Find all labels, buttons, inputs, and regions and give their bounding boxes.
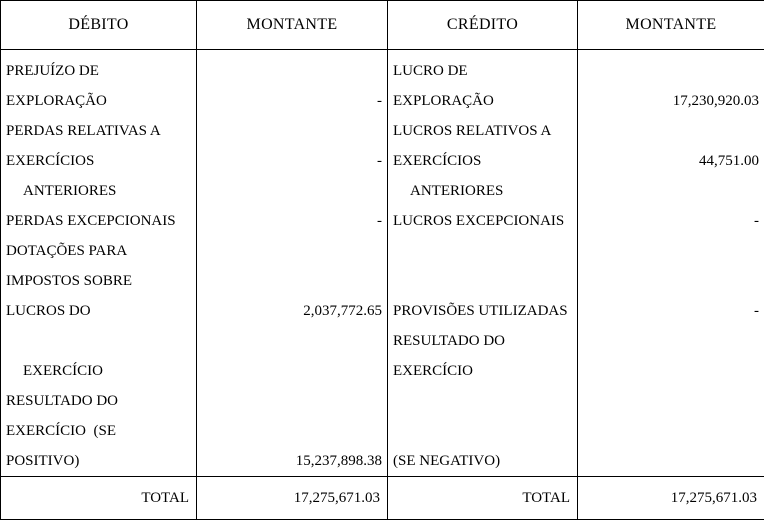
montante-value: - [197, 206, 387, 236]
debito-line: IMPOSTOS SOBRE [1, 266, 196, 296]
montante-value: - [578, 206, 764, 236]
debito-line: EXERCÍCIO (SE [1, 416, 196, 446]
debito-line: PREJUÍZO DE [1, 56, 196, 86]
credito-column [388, 50, 578, 477]
debito-line: RESULTADO DO [1, 386, 196, 416]
credito-line [388, 266, 577, 296]
credito-line: PROVISÕES UTILIZADAS [388, 296, 577, 326]
total-label-credito: TOTAL [388, 477, 578, 520]
total-label-debito: TOTAL [1, 477, 197, 520]
montante-value [578, 176, 764, 206]
total-value-debito: 17,275,671.03 [197, 477, 388, 520]
debito-line: LUCROS DO [1, 296, 196, 326]
montante-value [578, 266, 764, 296]
credito-line: EXERCÍCIO [388, 356, 577, 386]
credito-line: EXPLORAÇÃO [388, 86, 577, 116]
montante-value: - [578, 296, 764, 326]
credito-line: EXERCÍCIOS [388, 146, 577, 176]
column-header-debito: DÉBITO [1, 1, 197, 50]
credito-line: (SE NEGATIVO) [388, 446, 577, 476]
debito-line: POSITIVO) [1, 446, 196, 476]
credito-line: LUCROS RELATIVOS A [388, 116, 577, 146]
debito-line: PERDAS EXCEPCIONAIS [1, 206, 196, 236]
table-footer [1, 477, 764, 520]
montante-value: - [197, 86, 387, 116]
debito-line: PERDAS RELATIVAS A [1, 116, 196, 146]
montante-value [197, 116, 387, 146]
column-header-montante-credito: MONTANTE [578, 1, 764, 50]
montante-value [578, 236, 764, 266]
credito-line: RESULTADO DO [388, 326, 577, 356]
montante-value [578, 386, 764, 416]
credito-line [388, 236, 577, 266]
montante-value [197, 386, 387, 416]
column-header-credito: CRÉDITO [388, 1, 578, 50]
table-body [1, 50, 764, 477]
montante-value [578, 56, 764, 86]
montante-value [578, 416, 764, 446]
table-row [1, 50, 764, 477]
debito-line: EXERCÍCIO [1, 356, 196, 386]
montante-value [197, 236, 387, 266]
debito-line: EXERCÍCIOS [1, 146, 196, 176]
montante-value [197, 326, 387, 356]
debito-line: EXPLORAÇÃO [1, 86, 196, 116]
montante-value: 2,037,772.65 [197, 296, 387, 326]
montante-value [197, 356, 387, 386]
montante-value [197, 176, 387, 206]
total-row [1, 477, 764, 520]
montante-value: 17,230,920.03 [578, 86, 764, 116]
debito-line [1, 326, 196, 356]
montante-debito-column [197, 50, 388, 477]
montante-value [578, 446, 764, 476]
montante-credito-column [578, 50, 764, 477]
debito-column [1, 50, 197, 477]
credito-line: ANTERIORES [388, 176, 577, 206]
credito-line: LUCRO DE [388, 56, 577, 86]
montante-value [578, 116, 764, 146]
montante-value: 15,237,898.38 [197, 446, 387, 476]
credito-line [388, 386, 577, 416]
montante-value [197, 56, 387, 86]
montante-value [197, 416, 387, 446]
debito-line: DOTAÇÕES PARA [1, 236, 196, 266]
table-header [1, 1, 764, 50]
credito-line [388, 416, 577, 446]
montante-value [578, 356, 764, 386]
total-value-credito: 17,275,671.03 [578, 477, 764, 520]
montante-value [578, 326, 764, 356]
credito-line: LUCROS EXCEPCIONAIS [388, 206, 577, 236]
montante-value: - [197, 146, 387, 176]
montante-value: 44,751.00 [578, 146, 764, 176]
header-row [1, 1, 764, 50]
debito-line: ANTERIORES [1, 176, 196, 206]
column-header-montante-debito: MONTANTE [197, 1, 388, 50]
montante-value [197, 266, 387, 296]
